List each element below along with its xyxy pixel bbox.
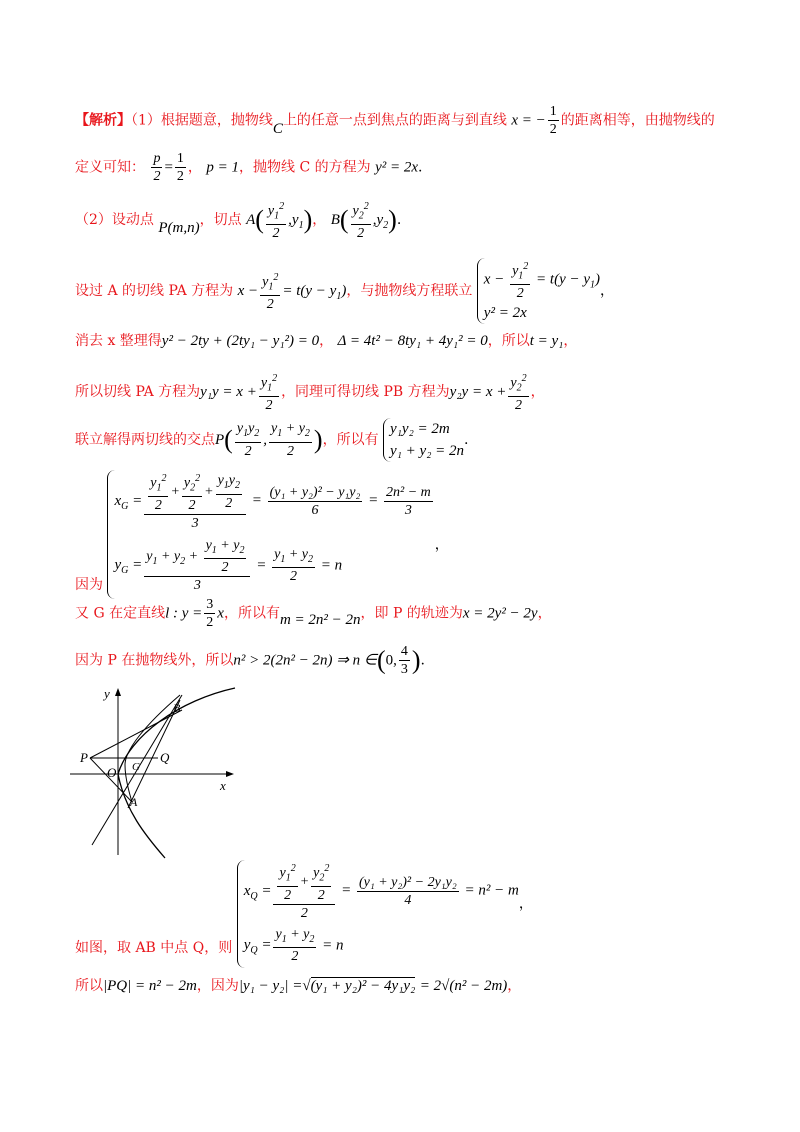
math: = xyxy=(164,159,173,176)
fraction: $\frac{y_1^2}{2}$ xyxy=(266,198,286,242)
text: 联立解得两切线的交点 xyxy=(75,432,215,448)
equation-system: x − $\frac{y_1^2}{2}$ = $t(y - y_1)$ y² = 2x xyxy=(477,258,600,324)
math: = 2√(n² − 2m) xyxy=(419,978,508,994)
text: 如图，取 AB 中点 Q，则 xyxy=(75,940,233,957)
b-label: B xyxy=(173,701,181,715)
text: ，因为 xyxy=(196,978,239,994)
math: m = 2n² − 2n xyxy=(279,611,361,628)
math-eq: x = − xyxy=(511,112,546,129)
text: 又 G 在定直线 xyxy=(75,605,166,622)
text: 定义可知： xyxy=(75,159,145,176)
trajectory-curve xyxy=(125,695,180,802)
math: y² − 2ty + (2ty₁ − y₁²) = 0 xyxy=(161,333,320,349)
text: ，所以有 xyxy=(223,605,280,622)
math: P xyxy=(215,432,225,448)
text: ，切点 xyxy=(199,212,242,229)
text: ，所以有 xyxy=(322,432,379,448)
text: ，即 P 的轨迹为 xyxy=(360,605,463,622)
text: 的距离相等，由抛物线的 xyxy=(560,112,715,129)
solution-line-7: 联立解得两切线的交点P( $\frac{y_1y_2}{2}$ , $\frac{y_1 + y_2}{2}$ )，所以有 y₁y₂ = 2m y₁ + y₂ = 2n . xyxy=(75,418,469,462)
text: 所以 xyxy=(75,978,103,994)
solution-line-1 xyxy=(75,103,715,138)
text: 消去 x 整理得 xyxy=(75,333,162,349)
fraction: $\frac{1}{2}$ xyxy=(549,104,557,137)
math: l : y = xyxy=(165,605,203,622)
math: A xyxy=(246,212,256,229)
text: ，所以 xyxy=(487,333,530,349)
math: P(m,n) xyxy=(158,220,200,237)
text: ， xyxy=(312,212,327,229)
math: n² > 2(2n² − 2n) ⇒ n ∈ xyxy=(233,652,377,669)
math-c: C xyxy=(272,120,283,137)
solution-line-9: 又 G 在定直线l : y = $\frac{3}{2}$ x，所以有m = 2n² − 2n，即 P 的轨迹为x = 2y² − 2y， xyxy=(75,597,552,630)
equation-system: $x_G$ = $\frac{y_1^2}{2}$ + $\frac{y_2^2}{2}$ + $\frac{y_1y_2}{2}$ 3 = $\frac{\text{(y₁ + y₂)² − y₁y₂}}{6}$ = $\frac{\text{2n² − m}}{3}$ $y_G$ = $y_1 + y_2$ + $\frac{y_1 + y_2}{2}$ 3 = $\frac{y_1 + y_2}{2}$ = n xyxy=(107,470,434,599)
math: y₂y = x + xyxy=(449,384,507,401)
math: x − xyxy=(237,283,259,300)
fraction: $\frac{y_2^2}{2}$ xyxy=(351,198,371,242)
math: Δ = 4t² − 8ty₁ + 4y₁² = 0 xyxy=(337,333,488,349)
x-axis-arrow xyxy=(226,771,234,777)
part-label: （1） xyxy=(131,112,161,129)
y-axis-arrow xyxy=(115,688,121,696)
text: 上的任意一点到焦点的距离与到直线 xyxy=(282,112,507,129)
text: . xyxy=(418,159,423,176)
solution-line-6: 所以切线 PA 方程为y₁y = x + $\frac{y_1^2}{2}$ ，同理可得切线 PB 方程为y₂y = x + $\frac{y_2^2}{2}$ ， xyxy=(75,370,545,414)
math: p = 1 xyxy=(206,159,239,176)
text: 设过 A 的切线 PA 方程为 xyxy=(75,283,234,300)
text: 根据题意，抛物线 xyxy=(160,112,273,129)
chord-ab-line xyxy=(128,700,180,808)
solution-line-3: （2）设动点 P(m,n)，切点 A( $\frac{y_1^2}{2}$ $,y_1$)， B( $\frac{y_2^2}{2}$ $,y_2$). xyxy=(75,198,401,242)
math: x = 2y² − 2y xyxy=(462,605,538,622)
solution-line-5: 消去 x 整理得y² − 2ty + (2ty₁ − y₁²) = 0， Δ = 4t² − 8ty₁ + 4y₁² = 0，所以t = y₁， xyxy=(75,333,578,349)
fraction: $\frac{p}{2}$ xyxy=(153,151,161,184)
x-label: x xyxy=(220,778,226,793)
parabola-tangent-figure xyxy=(70,680,250,860)
g-label: G xyxy=(132,761,140,773)
math: y₁y = x + xyxy=(200,384,257,401)
text: 因为 P 在抛物线外，所以 xyxy=(75,652,234,669)
text: ，与抛物线方程联立 xyxy=(346,283,473,300)
analysis-tag: 【解析】 xyxy=(75,112,131,129)
o-label: O xyxy=(107,765,117,780)
math: (y₁ + y₂)² − 4y₁y₂ xyxy=(310,978,416,994)
solution-line-4: 设过 A 的切线 PA 方程为 x − $\frac{y_1^2}{2}$ = $t(y - y_1)$，与抛物线方程联立 x − $\frac{y_1^2}{2}$ = $t(y - y_1)$ y² = 2x ， xyxy=(75,258,614,324)
equation-system: y₁y₂ = 2m y₁ + y₂ = 2n xyxy=(383,418,464,462)
math: |y₁ − y₂| = xyxy=(238,978,303,994)
math: t = y₁ xyxy=(529,333,564,349)
text: ，抛物线 C 的方程为 xyxy=(239,159,371,176)
text: 所以切线 PA 方程为 xyxy=(75,384,201,401)
q-label: Q xyxy=(160,750,170,765)
fraction: $\frac{1}{2}$ xyxy=(176,151,184,184)
solution-line-8: 因为 $x_G$ = $\frac{y_1^2}{2}$ + $\frac{y_2^2}{2}$ + $\frac{y_1y_2}{2}$ 3 = $\frac{\text{(y₁ + y₂)² − y₁y₂}}{6}$ = $\frac{\text{2n² − m}}{3}$ $y_G$ = $y_1 + y_2$ + $\frac{y_1 + y_2}{2}$ 3 = $\frac{y_1 + y_2}{2}$ = n ， xyxy=(75,470,449,599)
text: ， xyxy=(187,159,202,176)
solution-line-11: 如图，取 AB 中点 Q，则 $x_Q$ = $\frac{y_1^2}{2}$ + $\frac{y_2^2}{2}$ 2 = $\frac{\text{(y₁ + y₂)² − 2y₁y₂}}{4}$ = n² − m $y_Q$ = $\frac{y_1 + y_2}{2}$ = n ， xyxy=(75,860,533,968)
text: （2）设动点 xyxy=(75,212,154,229)
solution-line-2 xyxy=(75,150,422,185)
solution-line-10: 因为 P 在抛物线外，所以n² > 2(2n² − 2n) ⇒ n ∈(0, $\frac{4}{3}$ ). xyxy=(75,644,425,677)
a-label: A xyxy=(130,795,138,809)
y-label: y xyxy=(104,686,110,701)
text: ，同理可得切线 PB 方程为 xyxy=(281,384,450,401)
math: B xyxy=(330,212,340,229)
p-label: P xyxy=(80,750,88,765)
fraction: $\frac{y_1^2}{2}$ xyxy=(260,269,280,313)
math: y² = 2x xyxy=(375,159,419,176)
text: 因为 xyxy=(75,576,103,593)
equation-system: $x_Q$ = $\frac{y_1^2}{2}$ + $\frac{y_2^2}{2}$ 2 = $\frac{\text{(y₁ + y₂)² − 2y₁y₂}}{4}$ = n² − m $y_Q$ = $\frac{y_1 + y_2}{2}$ = n xyxy=(237,860,519,968)
solution-line-12: 所以|PQ| = n² − 2m，因为|y₁ − y₂| =√(y₁ + y₂)² − 4y₁y₂ = 2√(n² − 2m)， xyxy=(75,978,522,994)
math: |PQ| = n² − 2m xyxy=(103,978,197,994)
